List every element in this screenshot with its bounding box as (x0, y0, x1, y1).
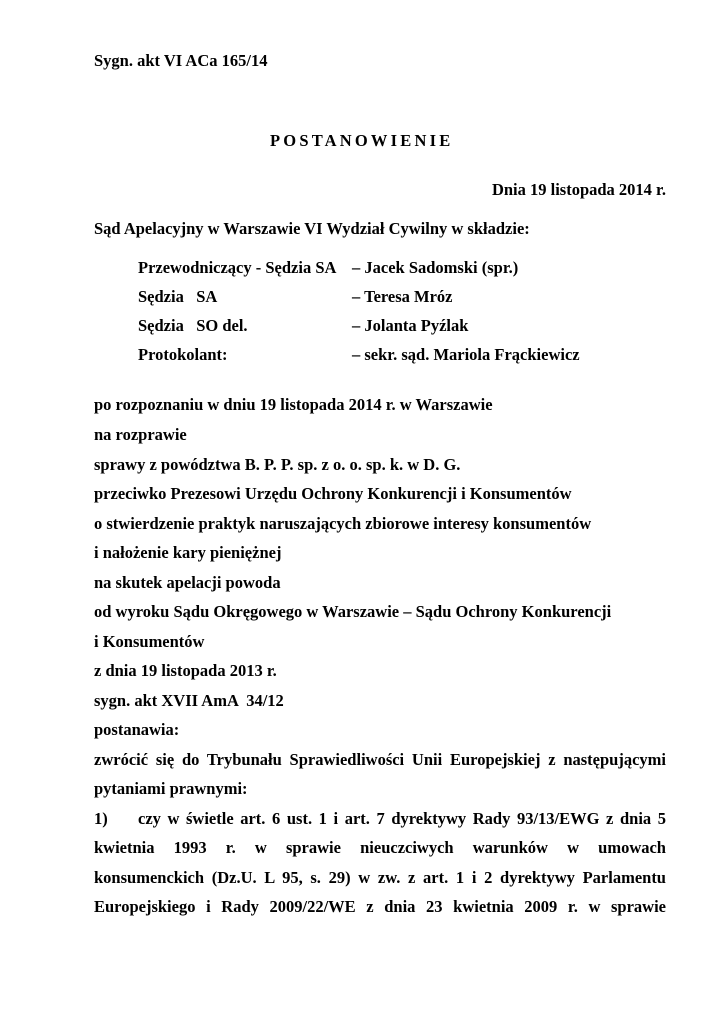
question-number: 1) (94, 809, 108, 828)
question-line: Europejskiego i Rady 2009/22/WE z dnia 23 kwietnia 2009 r. w sprawie (94, 897, 666, 916)
document-date: Dnia 19 listopada 2014 r. (491, 180, 666, 199)
panel-member-name: – sekr. sąd. Mariola Frąckiewicz (352, 345, 580, 364)
case-signature: Sygn. akt VI ACa 165/14 (94, 51, 268, 70)
body-line: o stwierdzenie praktyk naruszających zbiorowe interesy konsumentów (94, 514, 592, 533)
question-line: czy w świetle art. 6 ust. 1 i art. 7 dyrektywy Rady 93/13/EWG z dnia 5 (138, 809, 666, 828)
body-line: przeciwko Prezesowi Urzędu Ochrony Konkurencji i Konsumentów (94, 484, 572, 503)
body-line: na skutek apelacji powoda (94, 573, 281, 592)
court-composition-heading: Sąd Apelacyjny w Warszawie VI Wydział Cywilny w składzie: (94, 219, 530, 238)
body-line: z dnia 19 listopada 2013 r. (94, 661, 277, 680)
body-line: sprawy z powództwa B. P. P. sp. z o. o. sp. k. w D. G. (94, 455, 461, 474)
body-line: postanawia: (94, 720, 180, 739)
document-title: POSTANOWIENIE (270, 131, 454, 150)
panel-role: Przewodniczący - Sędzia SA (138, 258, 337, 277)
panel-role: Sędzia SA (138, 287, 218, 306)
body-line: i Konsumentów (94, 632, 205, 651)
question-line: kwietnia 1993 r. w sprawie nieuczciwych warunków w umowach (94, 838, 666, 857)
panel-member-name: – Jolanta Pyźlak (352, 316, 469, 335)
body-line: i nałożenie kary pieniężnej (94, 543, 282, 562)
body-line: od wyroku Sądu Okręgowego w Warszawie – Sądu Ochrony Konkurencji (94, 602, 612, 621)
body-line: po rozpoznaniu w dniu 19 listopada 2014 r. w Warszawie (94, 395, 493, 414)
panel-member-name: – Teresa Mróz (352, 287, 453, 306)
panel-role: Protokolant: (138, 345, 228, 364)
panel-role: Sędzia SO del. (138, 316, 248, 335)
decision-line: zwrócić się do Trybunału Sprawiedliwości Unii Europejskiej z następującymi (94, 750, 666, 769)
decision-line: pytaniami prawnymi: (94, 779, 248, 798)
question-line: konsumenckich (Dz.U. L 95, s. 29) w zw. z art. 1 i 2 dyrektywy Parlamentu (94, 868, 666, 887)
body-line: sygn. akt XVII AmA 34/12 (94, 691, 284, 710)
body-line: na rozprawie (94, 425, 187, 444)
panel-member-name: – Jacek Sadomski (spr.) (352, 258, 519, 277)
